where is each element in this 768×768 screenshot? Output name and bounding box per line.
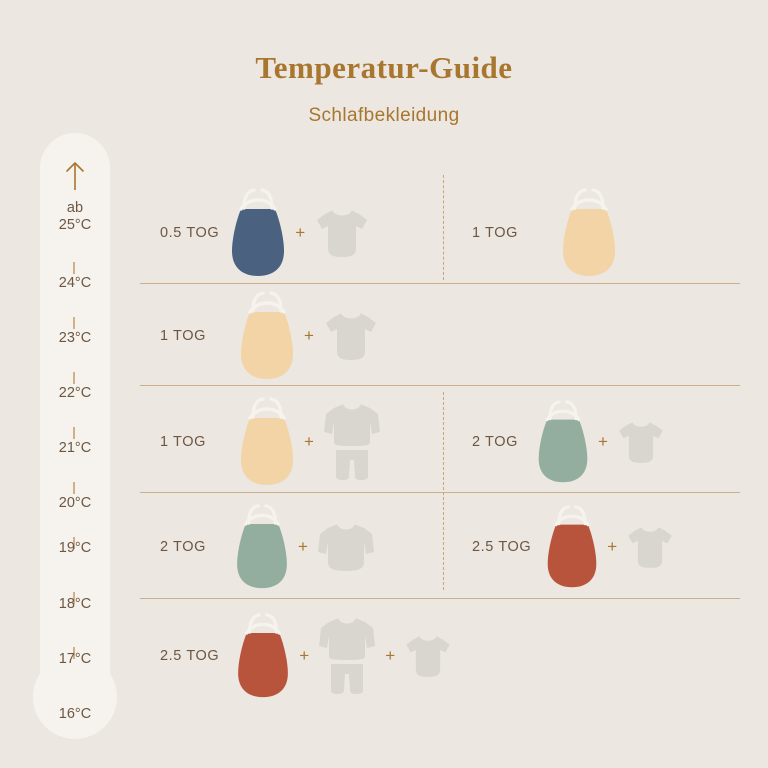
plus-sign: +	[295, 222, 306, 242]
thermometer-label-19: 19°C	[58, 540, 92, 556]
long-sleeve-pyjama-icon	[315, 612, 379, 700]
row-divider	[140, 492, 740, 493]
tog-label: 1 TOG	[160, 434, 206, 450]
page-title: Temperatur-Guide	[255, 50, 513, 85]
thermometer-tick	[73, 427, 75, 439]
tog-label: 2.5 TOG	[160, 647, 220, 664]
short-sleeve-bodysuit-icon	[401, 629, 455, 683]
sleeping-bag-icon	[543, 504, 601, 590]
thermometer-label-21: 21°C	[58, 440, 92, 456]
row-divider	[140, 283, 740, 284]
thermometer-label-17: 17°C	[58, 651, 92, 667]
thermometer-tick	[73, 372, 75, 384]
thermometer-tick	[73, 482, 75, 494]
plus-sign: +	[299, 645, 310, 665]
sleeping-bag-icon	[558, 187, 620, 279]
tog-label: 1 TOG	[160, 327, 206, 344]
thermometer-bulb	[33, 655, 117, 739]
thermometer-value: 25°C	[58, 217, 92, 233]
tog-label: 2.5 TOG	[472, 539, 532, 555]
short-sleeve-bodysuit-icon	[614, 415, 668, 469]
sleeping-bag-icon	[233, 612, 293, 700]
row-2-left-group	[160, 293, 382, 378]
row-3-left-group	[160, 396, 384, 488]
row-divider	[140, 598, 740, 599]
plus-sign: +	[303, 432, 314, 451]
sleeping-bag-icon	[236, 290, 298, 382]
thermometer-tick	[73, 262, 75, 274]
thermometer-label-24: 24°C	[58, 275, 92, 291]
tog-label: 1 TOG	[472, 224, 518, 241]
page-subtitle: Schlafbekleidung	[308, 105, 460, 126]
plus-sign: +	[297, 537, 308, 556]
thermometer-label-20: 20°C	[58, 495, 92, 511]
thermometer-label-22: 22°C	[58, 385, 92, 401]
row-5-left-group	[160, 608, 455, 703]
up-arrow-icon	[61, 160, 89, 192]
row-4-right-group	[472, 503, 677, 591]
row-3-right-group	[472, 396, 668, 488]
thermometer-label-23: 23°C	[58, 330, 92, 346]
row-1-right-group	[472, 185, 620, 280]
plus-sign-2: +	[385, 645, 396, 665]
plus-sign: +	[303, 325, 314, 345]
long-sleeve-pyjama-icon	[320, 398, 384, 486]
thermometer-label-25	[0, 200, 150, 234]
thermometer-prefix: ab	[66, 200, 84, 216]
thermometer-label-18: 18°C	[58, 596, 92, 612]
plus-sign: +	[597, 432, 608, 451]
sleeping-bag-icon	[232, 503, 292, 591]
sleeping-bag-icon	[534, 399, 592, 485]
tog-label: 2 TOG	[472, 434, 518, 450]
short-sleeve-bodysuit-icon	[311, 202, 373, 264]
tog-label: 0.5 TOG	[160, 224, 220, 241]
row-4-left-group	[160, 503, 378, 591]
plus-sign: +	[607, 537, 618, 556]
tog-label: 2 TOG	[160, 539, 206, 555]
short-sleeve-bodysuit-icon	[623, 520, 677, 574]
sleeping-bag-icon	[236, 396, 298, 488]
row-1-left-group	[160, 185, 373, 280]
row-divider	[140, 385, 740, 386]
short-sleeve-bodysuit-icon	[320, 305, 382, 367]
column-divider	[443, 175, 444, 280]
sleeping-bag-icon	[227, 187, 289, 279]
thermometer-tick	[73, 317, 75, 329]
thermometer-label-16: 16°C	[58, 706, 92, 722]
column-divider	[443, 392, 444, 590]
long-sleeve-bodysuit-icon	[314, 516, 378, 578]
